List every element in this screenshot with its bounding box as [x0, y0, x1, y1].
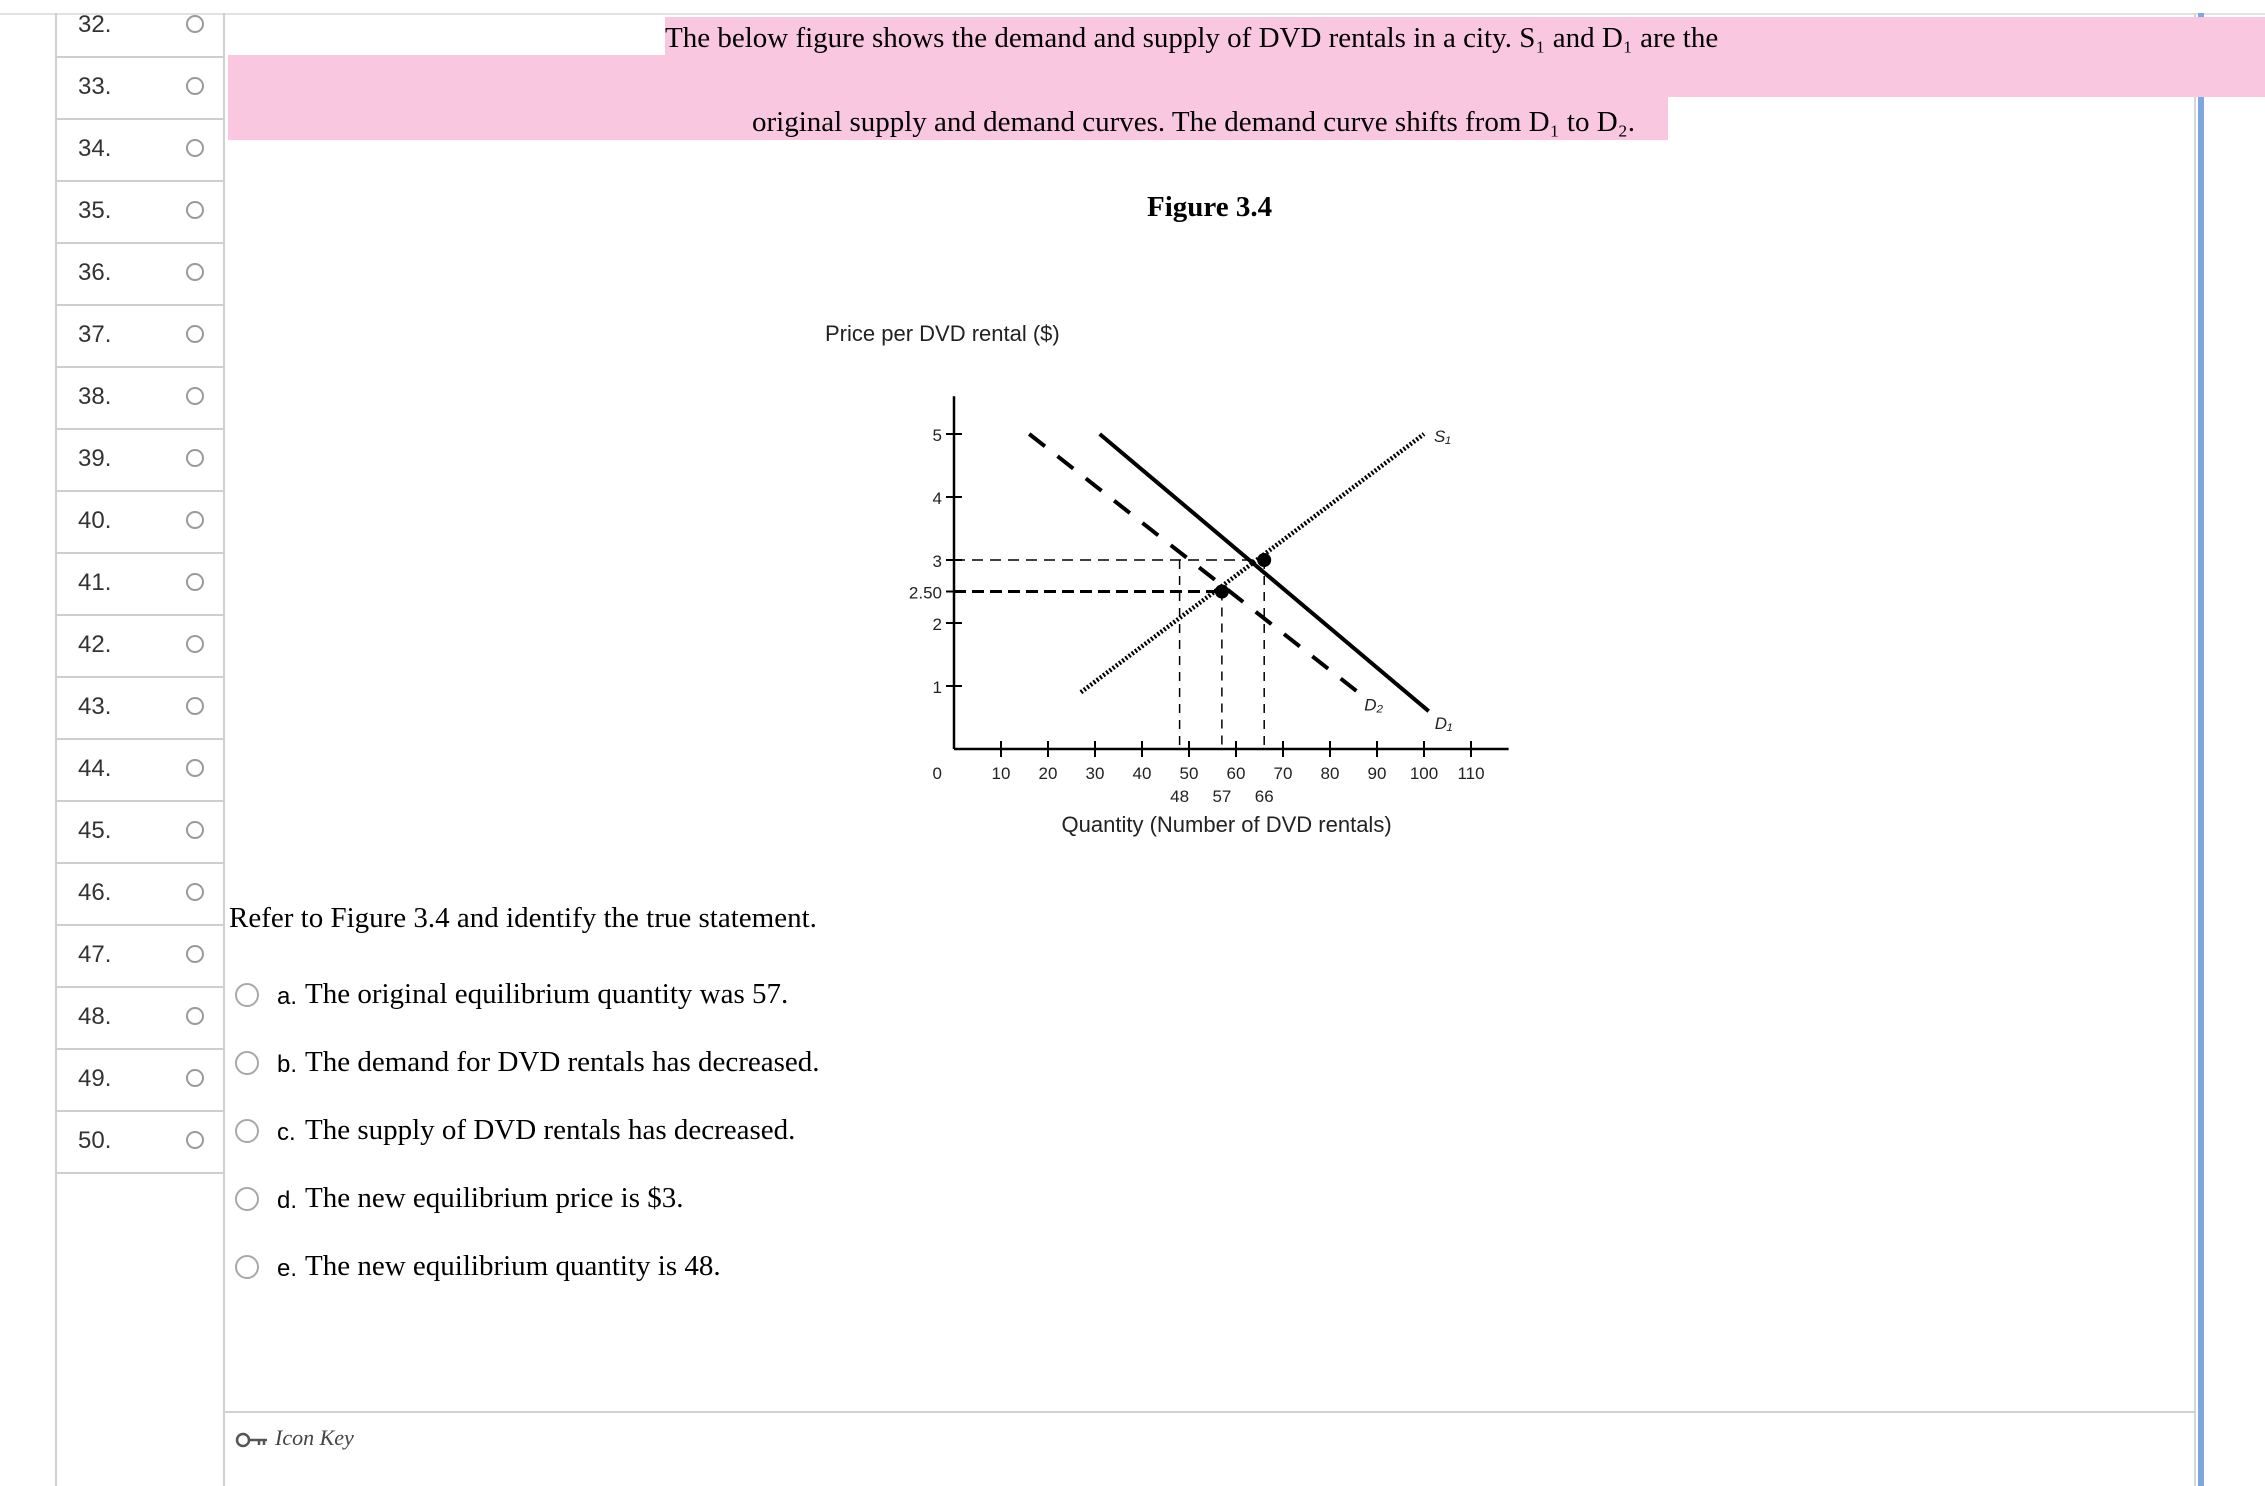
supply-demand-chart	[825, 293, 1725, 853]
question-nav-number: 39.	[78, 445, 112, 472]
question-nav-number: 45.	[78, 817, 112, 844]
x-tick-label: 70	[1273, 764, 1293, 783]
question-nav-item[interactable]	[57, 490, 223, 554]
question-nav-item[interactable]	[57, 552, 223, 616]
option-c-letter: c.	[277, 1119, 296, 1146]
question-nav-item[interactable]	[57, 13, 223, 58]
x-tick-label: 20	[1038, 764, 1058, 783]
x-marked-label: 48	[1170, 787, 1190, 806]
question-status-circle[interactable]	[186, 759, 204, 777]
question-status-circle[interactable]	[186, 697, 204, 715]
footer-divider	[225, 1411, 2195, 1413]
option-b-text: The demand for DVD rentals has decreased.	[305, 1046, 820, 1078]
question-nav-number: 42.	[78, 631, 112, 658]
question-nav-number: 50.	[78, 1127, 112, 1154]
curve-demand-d1	[1100, 434, 1429, 711]
question-nav-number: 38.	[78, 383, 112, 410]
question-status-circle[interactable]	[186, 77, 204, 95]
question-status-circle[interactable]	[186, 387, 204, 405]
x-tick-label: 40	[1132, 764, 1152, 783]
x-tick-label: 80	[1320, 764, 1340, 783]
option-a-letter: a.	[277, 983, 298, 1010]
question-nav-item[interactable]	[57, 118, 223, 182]
question-navigator-viewport[interactable]	[57, 13, 223, 1486]
question-nav-item[interactable]	[57, 676, 223, 740]
question-nav-number: 41.	[78, 569, 112, 596]
question-nav-item[interactable]	[57, 1110, 223, 1174]
x-marked-label: 57	[1212, 787, 1232, 806]
question-nav-item[interactable]	[57, 366, 223, 430]
icon-key-label: Icon Key	[275, 1425, 354, 1450]
question-status-circle[interactable]	[186, 1007, 204, 1025]
x-axis-label: Quantity (Number of DVD rentals)	[1061, 812, 1392, 837]
question-nav-item[interactable]	[57, 56, 223, 120]
question-status-circle[interactable]	[186, 635, 204, 653]
question-status-circle[interactable]	[186, 1131, 204, 1149]
question-nav-number: 33.	[78, 73, 112, 100]
question-navigator	[55, 13, 225, 1486]
figure-title: Figure 3.4	[1147, 191, 1273, 223]
option-c-text: The supply of DVD rentals has decreased.	[305, 1114, 796, 1146]
x-marked-label: 66	[1254, 787, 1274, 806]
option-d-letter: d.	[277, 1187, 298, 1214]
question-content	[225, 13, 2195, 1486]
question-nav-number: 46.	[78, 879, 112, 906]
option-c-radio[interactable]	[235, 1119, 259, 1143]
equilibrium-point-original	[1257, 553, 1271, 567]
x-tick-label: 50	[1179, 764, 1199, 783]
y-tick-label: 1	[932, 678, 942, 697]
curve-label: D₂	[1364, 695, 1383, 715]
y-tick-label: 2.50	[908, 583, 942, 603]
y-tick-label: 3	[932, 552, 942, 571]
x-tick-label: 90	[1367, 764, 1387, 783]
question-status-circle[interactable]	[186, 15, 204, 33]
question-nav-item[interactable]	[57, 738, 223, 802]
question-status-circle[interactable]	[186, 201, 204, 219]
x-tick-label: 100	[1409, 764, 1439, 783]
question-nav-number: 35.	[78, 197, 112, 224]
question-nav-item[interactable]	[57, 428, 223, 492]
question-nav-item[interactable]	[57, 924, 223, 988]
question-nav-item[interactable]	[57, 180, 223, 244]
question-status-circle[interactable]	[186, 945, 204, 963]
option-e-radio[interactable]	[235, 1255, 259, 1279]
question-status-circle[interactable]	[186, 821, 204, 839]
x-tick-label: 10	[991, 764, 1011, 783]
question-nav-item[interactable]	[57, 986, 223, 1050]
question-nav-number: 40.	[78, 507, 112, 534]
question-status-circle[interactable]	[186, 325, 204, 343]
question-status-circle[interactable]	[186, 1069, 204, 1087]
question-nav-number: 37.	[78, 321, 112, 348]
prompt-line-2: original supply and demand curves. The demand curve shifts from D₁ to D₂.	[752, 106, 1636, 138]
question-status-circle[interactable]	[186, 139, 204, 157]
question-nav-item[interactable]	[57, 800, 223, 864]
question-nav-number: 43.	[78, 693, 112, 720]
x-tick-label: 110	[1457, 764, 1485, 783]
question-nav-item[interactable]	[57, 1048, 223, 1112]
icon-key-link[interactable]	[235, 1425, 354, 1451]
question-nav-item[interactable]	[57, 242, 223, 306]
y-tick-label: 4	[932, 489, 942, 508]
option-d-text: The new equilibrium price is $3.	[305, 1182, 684, 1214]
origin-label: 0	[932, 764, 942, 783]
question-list	[57, 13, 223, 1486]
question-status-circle[interactable]	[186, 573, 204, 591]
question-nav-number: 49.	[78, 1065, 112, 1092]
equilibrium-point-new	[1215, 585, 1229, 599]
question-nav-item[interactable]	[57, 862, 223, 926]
question-status-circle[interactable]	[186, 883, 204, 901]
option-d-radio[interactable]	[235, 1187, 259, 1211]
prompt-line-1: The below figure shows the demand and supply of DVD rentals in a city. S₁ and D₁ are the	[665, 22, 1719, 54]
question-status-circle[interactable]	[186, 449, 204, 467]
question-status-circle[interactable]	[186, 511, 204, 529]
y-tick-label: 5	[932, 426, 942, 445]
key-icon	[235, 1431, 269, 1449]
question-nav-number: 44.	[78, 755, 112, 782]
question-status-circle[interactable]	[186, 263, 204, 281]
option-b-letter: b.	[277, 1051, 298, 1078]
x-tick-label: 30	[1085, 764, 1105, 783]
question-nav-number: 34.	[78, 135, 112, 162]
question-nav-number: 36.	[78, 259, 112, 286]
question-nav-number: 47.	[78, 941, 112, 968]
question-nav-item[interactable]	[57, 614, 223, 678]
question-nav-number: 32.	[78, 13, 112, 38]
y-tick-label: 2	[932, 615, 942, 634]
question-nav-number: 48.	[78, 1003, 112, 1030]
option-a-radio[interactable]	[235, 983, 259, 1007]
option-a-text: The original equilibrium quantity was 57.	[305, 978, 789, 1010]
option-e-letter: e.	[277, 1255, 298, 1282]
x-tick-label: 60	[1226, 764, 1246, 783]
y-axis-label: Price per DVD rental ($)	[825, 321, 1060, 346]
question-text: Refer to Figure 3.4 and identify the true statement.	[229, 902, 817, 934]
curve-label: D₁	[1434, 714, 1453, 734]
option-e-text: The new equilibrium quantity is 48.	[305, 1250, 721, 1282]
curve-demand-d2	[1029, 434, 1358, 692]
question-nav-item[interactable]	[57, 304, 223, 368]
curve-label: S₁	[1434, 427, 1451, 446]
option-b-radio[interactable]	[235, 1051, 259, 1075]
scrollbar-thumb[interactable]	[2198, 13, 2204, 1486]
